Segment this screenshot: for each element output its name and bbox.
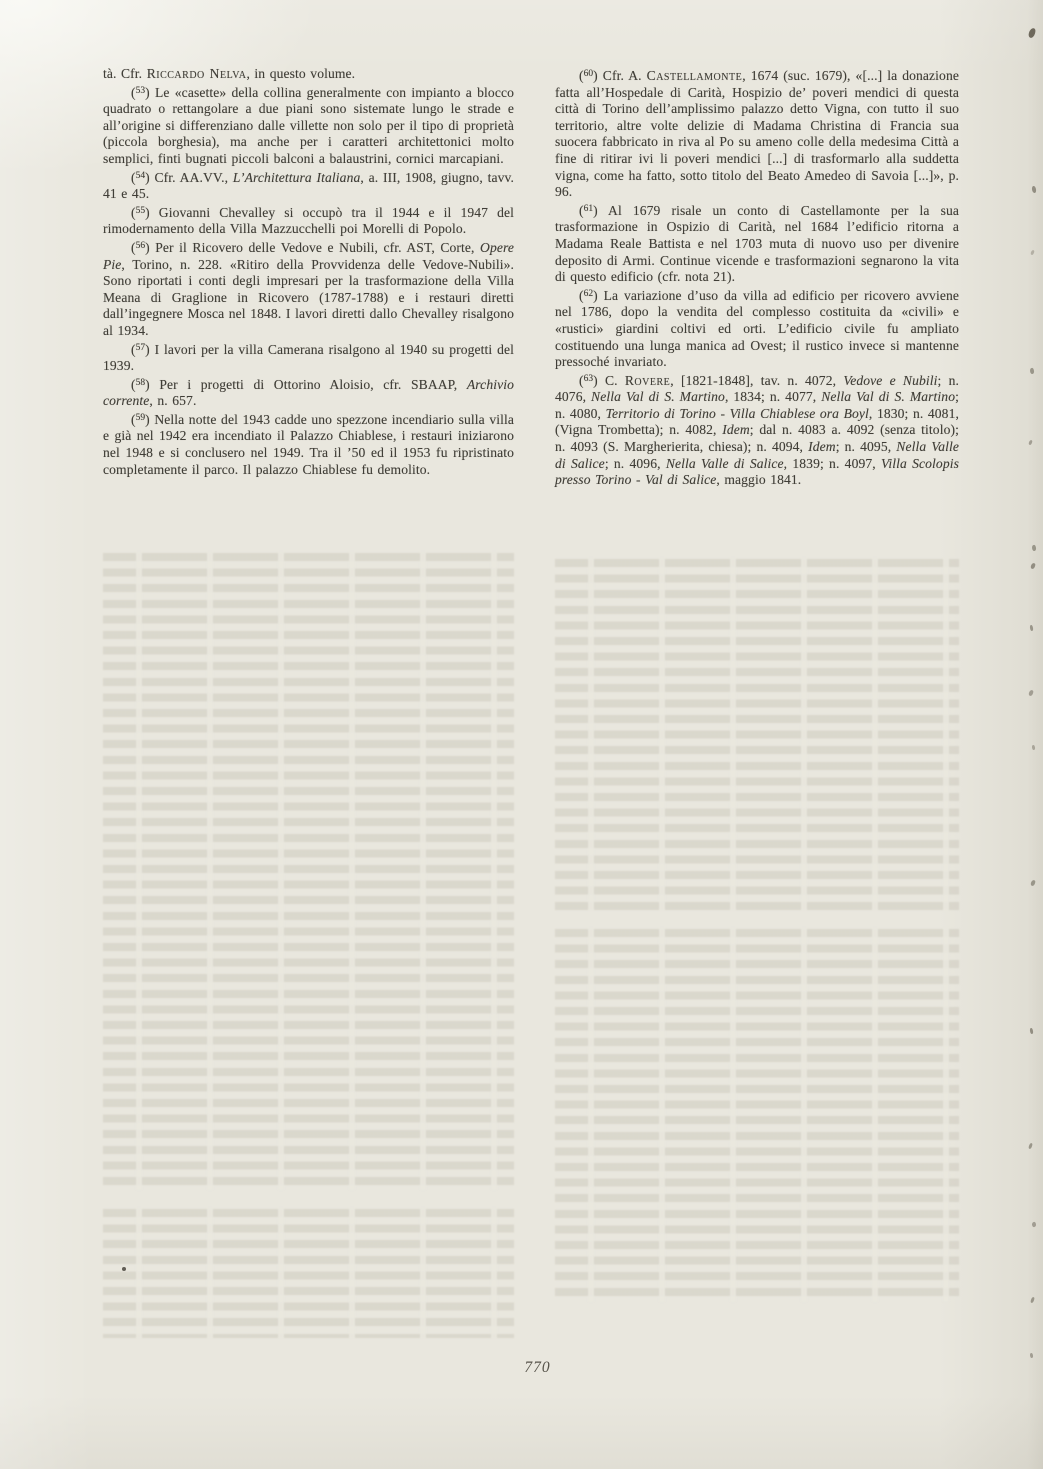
edge-speck: [1031, 545, 1036, 552]
footnote-text-segment: (: [131, 239, 136, 255]
footnote-text-segment: (: [579, 372, 584, 388]
footnotes-column-left: [103, 66, 514, 478]
footnote-text-segment: (: [131, 84, 136, 100]
footnote-text-segment: , a. III, 1908, giugno, tavv. 41 e 45.: [103, 169, 514, 202]
footnote-text-segment: , 1834; n. 4077,: [724, 389, 822, 405]
edge-speck: [1031, 1222, 1036, 1228]
footnote-text-segment: , 1674 (suc. 1679), «[...] la donazione fatta all’Hospedale di Carità, Hospizio de’ poveri mendici di questa città di Torino dell’amplissimo palazzo detto Vigna, con tutto il suo territorio, altre volte delizie di Madama Christina di Francia sua suocera fabbricato in riva al Po su ameno colle della medesima Città a fine di ritirar ivi li poveri mendici [...] di trasformarlo alla suddetta vigna, come ha fatto, sotto titolo del Beato Amedeo di Savoia [...]», p. 96.: [555, 68, 959, 200]
footnote-paragraph: [555, 66, 959, 201]
footnote-text-segment: (: [131, 204, 136, 220]
footnote-text-segment: Nella Val di S. Martino: [591, 389, 725, 405]
footnote-paragraph: [103, 410, 514, 478]
footnote-number: 54: [135, 170, 146, 181]
footnote-text-segment: , n. 657.: [149, 393, 197, 409]
bleedthrough-text-right-lower: [555, 928, 959, 1302]
footnote-text-segment: ) Al 1679 risale un conto di Castellamonte per la sua trasformazione in Ospizio di Carità, nel 1684 l’edificio ritorna a Madama Reale Battista e nel 1703 muta di nuovo uso per divenire deposito di Armi. Continue vicende e trasformazioni segnarono la vita di questo edificio (cfr. nota 21).: [555, 202, 959, 285]
edge-speck: [1031, 186, 1037, 194]
footnote-text-segment: (: [131, 341, 136, 357]
edge-speck: [1030, 563, 1035, 570]
footnote-text-segment: Rovere: [624, 372, 671, 388]
footnote-text-segment: ) Per i progetti di Ottorino Aloisio, cfr. SBAAP,: [145, 376, 467, 392]
footnote-text-segment: ) Nella notte del 1943 cadde uno spezzone incendiario sulla villa e già nel 1942 era incendiato il Palazzo Chiablese, i restauri iniziarono nel 1948 e si conclusero nel 1949. Tra il ’50 ed il 1953 fu ripristinato completamente il parco. Il palazzo Chiablese fu demolito.: [103, 411, 514, 477]
footnote-number: 57: [135, 342, 146, 353]
bleedthrough-text-left-lower: [103, 1208, 514, 1338]
footnote-paragraph: [103, 168, 514, 203]
footnote-text-segment: Villa Scolopis presso Torino - Val di Salice: [555, 455, 959, 488]
footnote-text-segment: Vedove e Nubili: [843, 372, 938, 388]
footnote-text-segment: ; n. 4096,: [604, 455, 666, 471]
footnote-text-segment: ; dal n. 4083 a. 4092 (senza titolo); n. 4093 (S. Margherierita, chiesa); n. 4094,: [555, 422, 959, 455]
footnote-paragraph: [103, 238, 514, 340]
footnote-text-segment: ) I lavori per la villa Camerana risalgono al 1940 su progetti del 1939.: [103, 341, 514, 374]
footnote-paragraph: [103, 340, 514, 375]
footnote-number: 60: [583, 69, 594, 79]
footnote-text-segment: (: [579, 202, 584, 218]
footnote-text-segment: Archivio corrente: [103, 376, 514, 409]
edge-speck: [1029, 368, 1034, 375]
footnote-text-segment: ; n. 4095,: [835, 439, 897, 455]
edge-speck: [1028, 440, 1032, 446]
edge-speck: [1028, 690, 1033, 697]
footnote-text-segment: , [1821-1848], tav. n. 4072,: [670, 372, 844, 388]
footnote-text-segment: , Torino, n. 228. «Ritiro della Provvidenza delle Vedove-Nubili». Sono riportati i conti degli impresari per la trasformazione della Villa Meana di Graglione in Ricovero (1787-1788) e i restauri diretti dall’ingegnere Mosca nel 1848. I lavori diretti dallo Chevalley risalgono al 1934.: [103, 256, 514, 338]
footnote-text-segment: (: [131, 411, 136, 427]
page-number: 770: [524, 1359, 551, 1376]
footnote-text-segment: Opere Pie: [103, 239, 514, 272]
footnote-text-segment: (: [579, 68, 584, 83]
edge-speck: [1029, 1353, 1033, 1359]
edge-speck: [1031, 745, 1035, 751]
footnote-text-segment: Nella Val di S. Martino: [821, 389, 956, 405]
footnote-number: 56: [135, 240, 146, 251]
edge-speck: [1028, 27, 1037, 38]
footnotes-column-right: [555, 66, 959, 489]
footnote-text-segment: (: [131, 169, 136, 185]
edge-speck: [1028, 1143, 1033, 1150]
footnote-text-segment: ; n. 4080,: [555, 389, 959, 421]
footnote-paragraph: [103, 203, 514, 238]
edge-speck: [1029, 1028, 1034, 1035]
footnote-text-segment: ) Le «casette» della collina generalmente con impianto a blocco quadrato o rettangolare a due piani sono sistemate lungo le strade e all’origine si differenziano dalle villette non solo per il tipo di proprietà (piccola borghesia), ma anche per i caratteri architettonici molto semplici, finti bugnati piccoli balconi a balaustrini, cornici marcapiani.: [103, 84, 514, 166]
edge-speck: [1030, 880, 1035, 887]
footnote-text-segment: ) C.: [593, 372, 625, 388]
footnote-text-segment: , maggio 1841.: [716, 472, 802, 488]
footnote-text-segment: Nella Valle di Salice: [555, 439, 960, 471]
footnote-number: 55: [135, 205, 146, 216]
ink-speck: [122, 1267, 126, 1271]
footnote-text-segment: (: [579, 287, 584, 303]
footnote-number: 61: [583, 203, 594, 214]
footnote-text-segment: (: [131, 376, 136, 392]
footnote-paragraph: [103, 83, 514, 168]
edge-speck: [1030, 1297, 1035, 1304]
footnote-number: 53: [135, 85, 146, 96]
footnote-paragraph: [103, 66, 514, 83]
footnote-text-segment: , in questo volume.: [246, 66, 356, 81]
footnote-text-segment: ; n. 4076,: [555, 372, 960, 405]
footnote-text-segment: ) La variazione d’uso da villa ad edificio per ricovero avviene nel 1786, dopo la vendita del complesso costituita da «civili» e «rustici» giardini coltivi ed orti. L’edificio civile fu ampliato costituendo una lunga manica ad Ovest; il rustico invece si mantenne pressoché invariato.: [555, 287, 959, 370]
footnote-text-segment: , 1830; n. 4081, (Vigna Trombetta); n. 4082,: [555, 405, 959, 438]
footnote-text-segment: Nella Valle di Salice: [665, 455, 784, 471]
edge-speck: [1029, 625, 1034, 632]
footnote-text-segment: ) Per il Ricovero delle Vedove e Nubili, cfr. AST, Corte,: [145, 239, 481, 255]
footnote-number: 63: [583, 373, 594, 384]
footnote-text-segment: tà. Cfr.: [103, 66, 147, 81]
footnote-paragraph: [555, 371, 959, 489]
footnote-number: 58: [135, 377, 146, 388]
footnote-text-segment: , 1839; n. 4097,: [783, 455, 881, 471]
footnote-number: 59: [135, 412, 146, 423]
footnote-paragraph: [555, 286, 959, 371]
footnote-text-segment: Castellamonte: [646, 68, 743, 83]
footnote-text-segment: ) Cfr. A.: [593, 68, 647, 83]
footnote-text-segment: Idem: [808, 439, 836, 455]
edge-speck: [1030, 250, 1034, 256]
footnote-text-segment: Territorio di Torino - Villa Chiablese ora Boyl: [605, 405, 869, 421]
footnote-text-segment: ) Giovanni Chevalley si occupò tra il 1944 e il 1947 del rimodernamento della Villa Mazzucchelli poi Morelli di Popolo.: [103, 204, 514, 237]
footnote-text-segment: L’Architettura Italiana: [232, 169, 361, 185]
bleedthrough-text-left-upper: [103, 552, 514, 1190]
footnote-text-segment: ) Cfr. AA.VV.,: [145, 169, 233, 185]
footnote-paragraph: [555, 201, 959, 286]
footnote-paragraph: [103, 375, 514, 410]
footnote-text-segment: Riccardo Nelva: [146, 66, 247, 81]
footnote-text-segment: Idem: [722, 422, 750, 438]
bleedthrough-text-right-upper: [555, 558, 959, 910]
footnote-number: 62: [583, 288, 594, 299]
